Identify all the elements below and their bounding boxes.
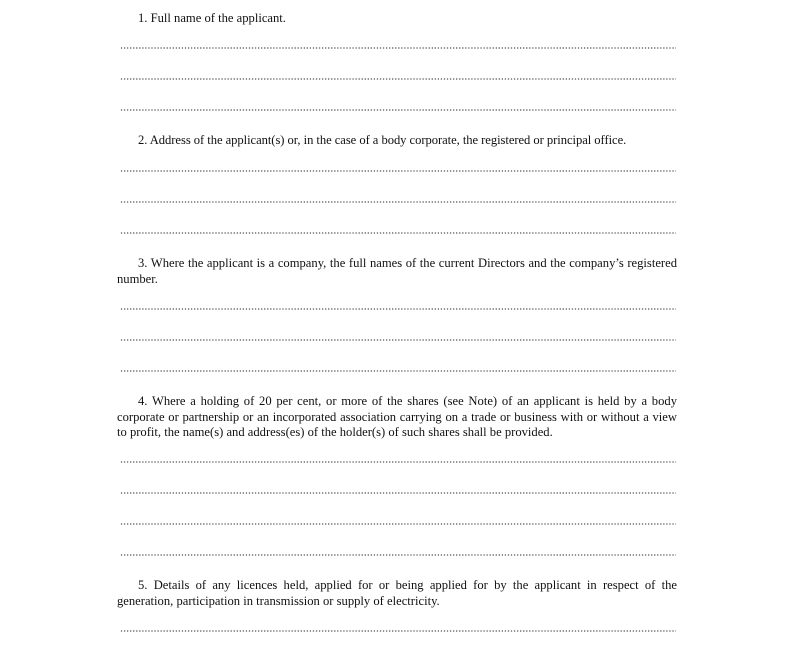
answer-line-2a[interactable] <box>120 169 676 175</box>
answer-line-1a[interactable] <box>120 46 676 52</box>
question-2-address: 2. Address of the applicant(s) or, in the case of a body corporate, the registered or principal office. <box>138 133 627 147</box>
answer-line-4c[interactable] <box>120 522 676 528</box>
answer-line-4a[interactable] <box>120 460 676 466</box>
answer-line-4d[interactable] <box>120 553 676 559</box>
answer-line-1c[interactable] <box>120 108 676 114</box>
answer-line-2c[interactable] <box>120 231 676 237</box>
answer-line-1b[interactable] <box>120 77 676 83</box>
question-1-full-name: 1. Full name of the applicant. <box>138 11 286 25</box>
question-3-directors: 3. Where the applicant is a company, the full names of the current Directors and the company’s registered number. <box>117 256 677 286</box>
answer-line-3b[interactable] <box>120 338 676 344</box>
answer-line-3c[interactable] <box>120 369 676 375</box>
answer-line-4b[interactable] <box>120 491 676 497</box>
question-4-shareholding: 4. Where a holding of 20 per cent, or more of the shares (see Note) of an applicant is held by a body corporate or partnership or an incorporated association carrying on a trade or business with or without a view to profit, the name(s) and address(es) of the holder(s) of such shares shall be provided. <box>117 394 677 439</box>
answer-line-5a[interactable] <box>120 629 676 635</box>
question-5-licences: 5. Details of any licences held, applied for or being applied for by the applicant in respect of the generation, participation in transmission or supply of electricity. <box>117 578 677 608</box>
answer-line-3a[interactable] <box>120 307 676 313</box>
answer-line-2b[interactable] <box>120 200 676 206</box>
